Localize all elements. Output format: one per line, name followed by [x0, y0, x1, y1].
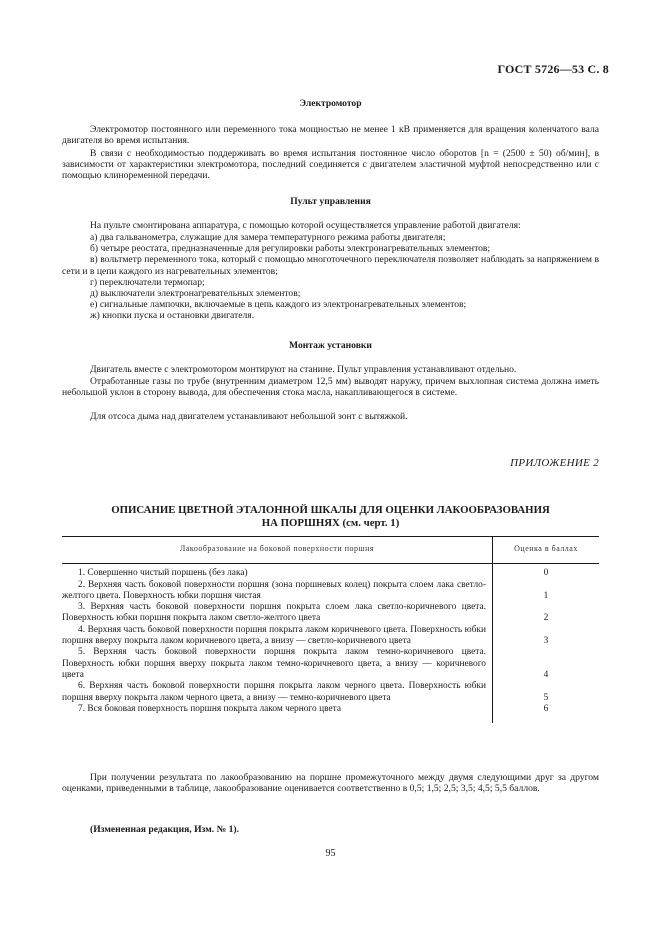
- table-row: [62, 580, 599, 603]
- table-cell-score: 6: [493, 704, 600, 723]
- paragraph-electromotor-1: Электромотор постоянного или переменного тока мощностью не менее 1 кВ применяется для вращения коленчатого вала двигателя во время испытания.: [62, 124, 599, 147]
- table-row: [62, 564, 599, 580]
- document-header: ГОСТ 5726—53 С. 8: [497, 62, 609, 76]
- list-item: в) вольтметр переменного тока, который с помощью многоточечного переключателя позволяет наблюдать за напряжением в сети и в цепи каждого из нагревательных элементов;: [62, 254, 599, 277]
- paragraph-installation-3: Для отсоса дыма над двигателем устанавливают небольшой зонт с вытяжкой.: [90, 411, 408, 422]
- table-cell-score: 5: [493, 681, 600, 704]
- table-cell-description: 2. Верхняя часть боковой поверхности поршня (зона поршневых колец) покрыта слоем лака светло-желтого цвета. Поверхность юбки поршня чистая: [62, 579, 486, 601]
- table-row: [62, 647, 599, 681]
- table-row: [62, 602, 599, 625]
- table-cell-description: 4. Верхняя часть боковой поверхности поршня покрыта лаком коричневого цвета. Поверхность юбки поршня вверху покрыта лаком коричневого цвета, а внизу — светло-коричневого цвета: [62, 624, 486, 647]
- table-cell-description: 1. Совершенно чистый поршень (без лака): [78, 568, 248, 579]
- appendix-title-line2: НА ПОРШНЯХ (см. черт. 1): [261, 516, 400, 529]
- paragraph-installation-2: Отработанные газы по трубе (внутренним диаметром 12,5 мм) выводят наружу, причем выхлопная система должна иметь небольшой уклон в сторону вывода, для обеспечения стока масла, накапливающегося в системе.: [62, 376, 599, 399]
- table-cell-score: 4: [493, 647, 600, 681]
- section-title-installation: Монтаж установки: [289, 340, 372, 351]
- appendix-title-line1: ОПИСАНИЕ ЦВЕТНОЙ ЭТАЛОННОЙ ШКАЛЫ ДЛЯ ОЦЕНКИ ЛАКООБРАЗОВАНИЯ: [111, 504, 550, 516]
- table-row: [62, 625, 599, 648]
- list-item: г) переключатели термопар;: [90, 276, 205, 288]
- control-panel-list: [62, 232, 599, 322]
- table-cell-score: 3: [493, 625, 600, 648]
- section-title-electromotor: Электромотор: [299, 98, 362, 109]
- table-cell-score: 1: [493, 580, 600, 603]
- table-cell-score: 0: [493, 564, 600, 580]
- table-header-score: Оценка в баллах: [493, 537, 600, 564]
- appendix-title: [62, 504, 599, 529]
- appendix-label: ПРИЛОЖЕНИЕ 2: [510, 457, 599, 469]
- table-row: [62, 681, 599, 704]
- list-item: ж) кнопки пуска и остановки двигателя.: [90, 310, 255, 322]
- paragraph-electromotor-2: В связи с необходимостью поддерживать во время испытания постоянное число оборотов [n = (2500 ± 50) об/мин], в зависимости от характеристики электромотора, последний соединяется с двигателем эластичной муфтой непосредственно или с помощью клиноременной передачи.: [62, 148, 599, 182]
- list-item: а) два гальванометра, служащие для замера температурного режима работы двигателя;: [90, 232, 446, 243]
- table-cell-description: 6. Верхняя часть боковой поверхности поршня покрыта лаком черного цвета. Поверхность юбки поршня вверху покрыта лаком черного цвета, а внизу — темно-коричневого цвета: [62, 681, 486, 703]
- varnish-scale-table: [62, 536, 599, 723]
- table-cell-description: 3. Верхняя часть боковой поверхности поршня покрыта слоем лака светло-коричневого цвета. Поверхность юбки поршня покрыта лаком светло-желтого цвета: [62, 602, 486, 624]
- table-cell-score: 2: [493, 602, 600, 625]
- section-title-control-panel: Пульт управления: [290, 196, 371, 207]
- table-cell-description: 7. Вся боковая поверхность поршня покрыта лаком черного цвета: [78, 703, 341, 714]
- table-row: [62, 704, 599, 723]
- table-cell-description: 5. Верхняя часть боковой поверхности поршня покрыта лаком темно-коричневого цвета. Поверхность юбки поршня вверху покрыта лаком темно-коричневого цвета, а внизу — коричневого цвета: [62, 647, 486, 680]
- table-header-description: Лакообразование на боковой поверхности поршня: [62, 537, 493, 564]
- paragraph-control-panel-intro: На пульте смонтирована аппаратура, с помощью которой осуществляется управление работой двигателя:: [90, 220, 521, 231]
- list-item: е) сигнальные лампочки, включаемые в цепь каждого из электронагревательных элементов;: [90, 299, 467, 311]
- paragraph-installation-1: Двигатель вместе с электромотором монтируют на станине. Пульт управления устанавливают отдельно.: [90, 364, 517, 375]
- closing-paragraph: При получении результата по лакообразованию на поршне промежуточного между двумя следующими друг за другом оценками, приведенными в таблице, лакообразование оценивается соответственно в 0,5; 1,5; 2,5; 3,5; 4,5; 5,5 баллов.: [62, 772, 599, 795]
- page-number: 95: [325, 848, 336, 859]
- list-item: б) четыре реостата, предназначенные для регулировки работы электронагревательных элементов;: [90, 243, 491, 255]
- list-item: д) выключатели электронагревательных элементов;: [90, 288, 301, 300]
- revision-note: (Измененная редакция, Изм. № 1).: [90, 824, 240, 835]
